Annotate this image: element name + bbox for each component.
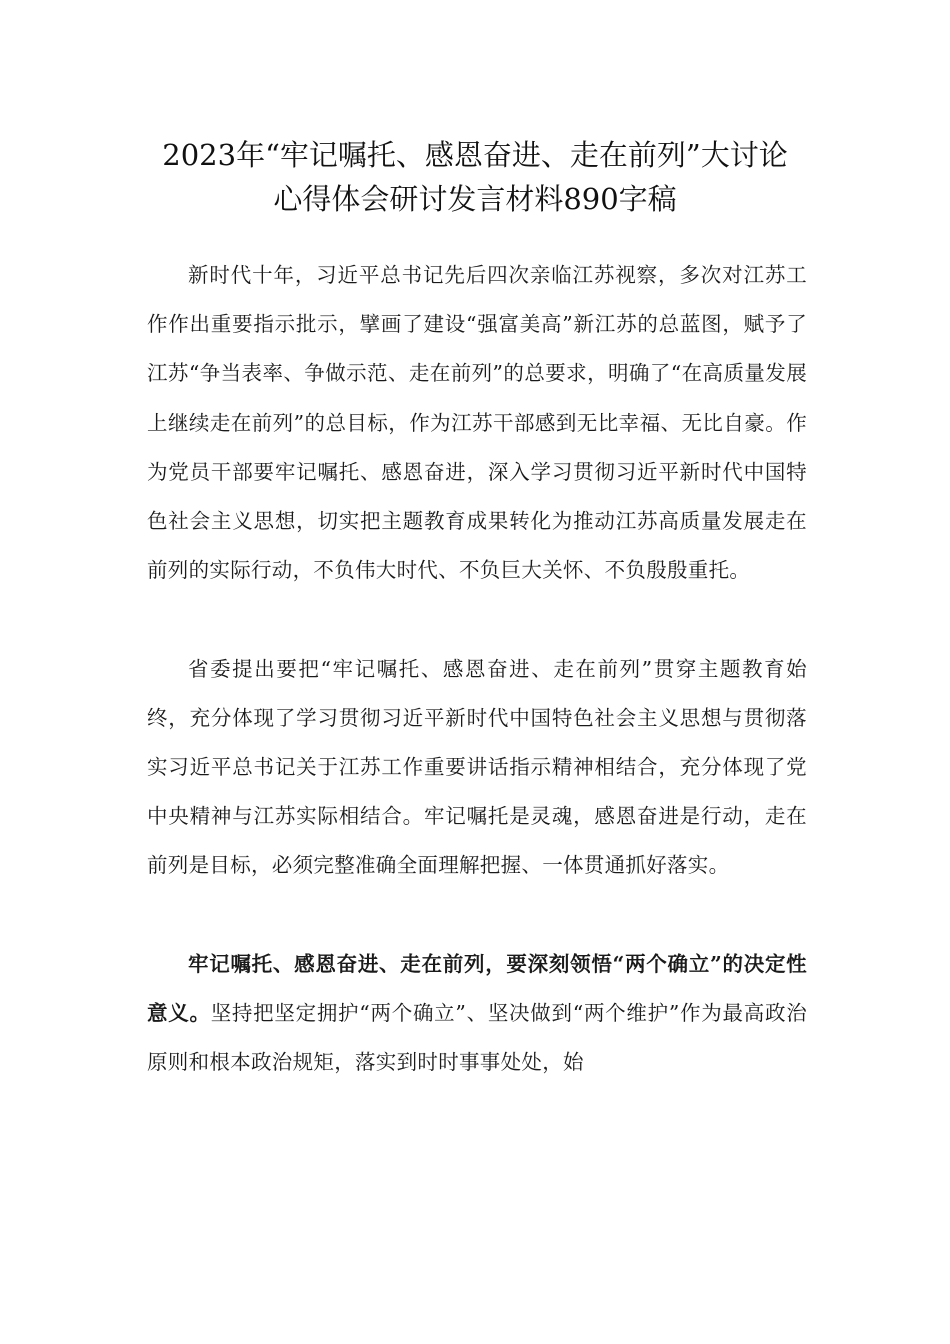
- paragraph-1: 新时代十年，习近平总书记先后四次亲临江苏视察，多次对江苏工作作出重要指示批示，擘画了建设“强富美高”新江苏的总蓝图，赋予了江苏“争当表率、争做示范、走在前列”的总要求，明确了“在高质量发展上继续走在前列”的总目标，作为江苏干部感到无比幸福、无比自豪。作为党员干部要牢记嘱托、感恩奋进，深入学习贯彻习近平新时代中国特色社会主义思想，切实把主题教育成果转化为推动江苏高质量发展走在前列的实际行动，不负伟大时代、不负巨大关怀、不负殷殷重托。: [147, 263, 807, 583]
- paragraph-gap: [147, 595, 807, 644]
- paragraph-3: [147, 940, 807, 1088]
- document-body: [147, 251, 807, 1087]
- paragraph-2: 省委提出要把“牢记嘱托、感恩奋进、走在前列”贯穿主题教育始终，充分体现了学习贯彻习近平新时代中国特色社会主义思想与贯彻落实习近平总书记关于江苏工作重要讲话指示精神相结合，充分体现了党中央精神与江苏实际相结合。牢记嘱托是灵魂，感恩奋进是行动，走在前列是目标，必须完整准确全面理解把握、一体贯通抓好落实。: [147, 656, 807, 878]
- paragraph-3-text: 坚持把坚定拥护“两个确立”、坚决做到“两个维护”作为最高政治原则和根本政治规矩，落实到时时事事处处，始: [147, 1001, 807, 1075]
- paragraph-gap: [147, 891, 807, 940]
- title-line-1: 2023年“牢记嘱托、感恩奋进、走在前列”大讨论: [162, 138, 788, 172]
- document-title: [100, 133, 850, 221]
- title-line-2: 心得体会研讨发言材料890字稿: [273, 182, 677, 216]
- paragraph-3-heading: 牢记嘱托、感恩奋进、走在前列，要深刻领悟“两个确立”的决定性意义。: [147, 951, 807, 1026]
